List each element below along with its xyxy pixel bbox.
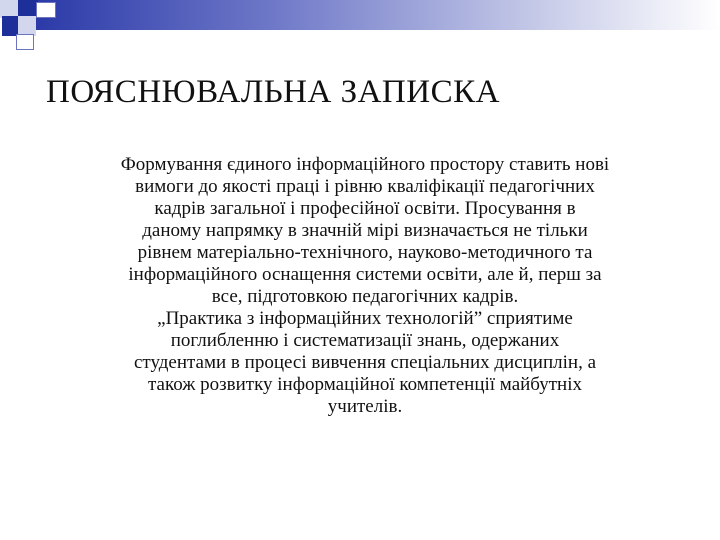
corner-square [18, 16, 36, 36]
paragraph-2: „Практика з інформаційних технологій” сприятиме поглибленню і систематизації знань, одержаних студентами в процесі вивчення спеціальних дисциплін, а також розвитку інформаційної компетенції майбутніх учителів. [133, 308, 597, 417]
corner-square [36, 2, 56, 18]
corner-square [16, 34, 34, 50]
page-title: ПОЯСНЮВАЛЬНА ЗАПИСКА [46, 74, 500, 110]
header-gradient-bar [36, 0, 720, 30]
paragraph-1: Формування єдиного інформаційного простору ставить нові вимоги до якості праці і рівню кваліфікації педагогічних кадрів загальної і професійної освіти. Просування в даному напрямку в значній мірі визначається не тільки рівнем матеріально-технічного, науково-методичного та інформаційного оснащення системи освіти, але й, перш за все, підготовкою педагогічних кадрів. [120, 154, 610, 307]
explanatory-text [40, 154, 690, 418]
corner-square [2, 16, 18, 36]
